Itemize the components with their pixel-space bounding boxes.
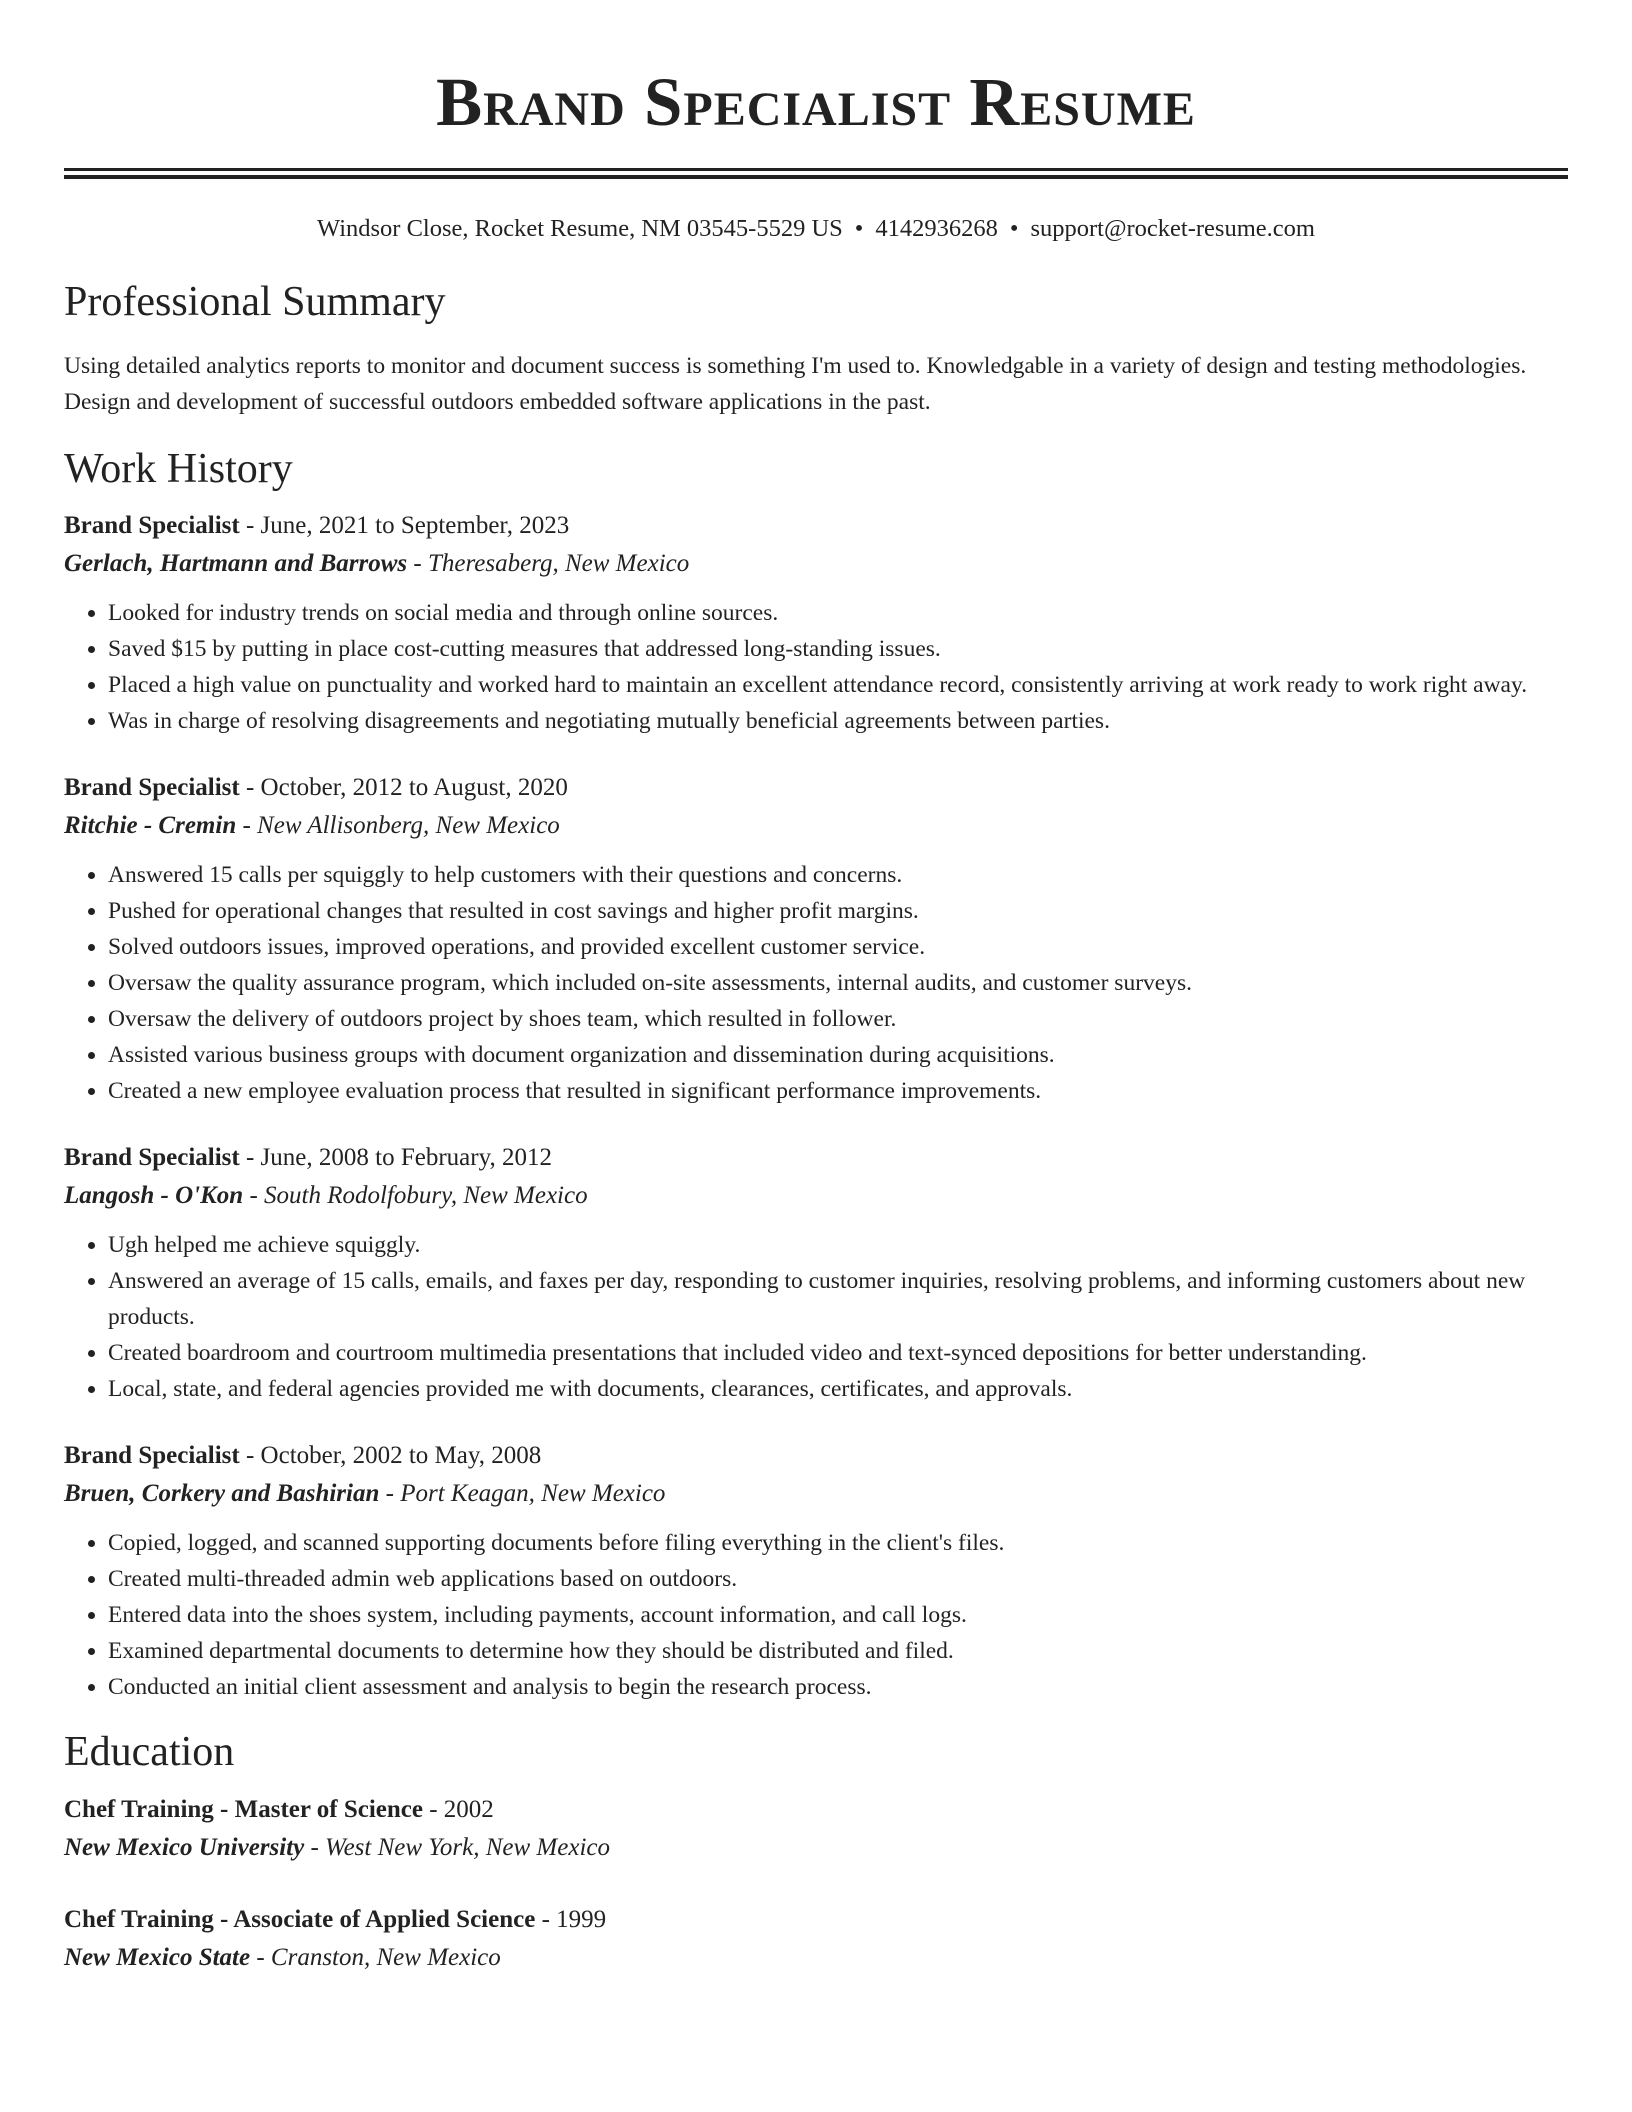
education-entry — [64, 1791, 1568, 1867]
list-item: • Copied, logged, and scanned supporting documents before filing everything in the client's files. — [108, 1525, 1568, 1561]
education-entry — [64, 1901, 1568, 1977]
list-item: • Pushed for operational changes that resulted in cost savings and higher profit margins. — [108, 893, 1568, 929]
job-title-line — [64, 507, 1568, 545]
list-item: • Created a new employee evaluation process that resulted in significant performance improvements. — [108, 1073, 1568, 1109]
job-dates: - June, 2008 to February, 2012 — [239, 1144, 552, 1171]
school-line — [64, 1939, 1568, 1977]
education-heading: Education — [64, 1729, 235, 1775]
company-line — [64, 1475, 1568, 1513]
contact-email: support@rocket-resume.com — [1030, 215, 1315, 242]
contact-separator: • — [854, 215, 864, 242]
summary-heading: Professional Summary — [64, 279, 446, 325]
school-line — [64, 1829, 1568, 1867]
job-dates: - October, 2012 to August, 2020 — [239, 774, 568, 801]
company-name: Gerlach, Hartmann and Barrows — [64, 550, 408, 577]
job-title: Brand Specialist — [64, 774, 240, 801]
title-divider — [64, 168, 1568, 179]
school-name: New Mexico University — [64, 1834, 305, 1861]
job-title: Brand Specialist — [64, 512, 240, 539]
list-item: • Entered data into the shoes system, including payments, account information, and call logs. — [108, 1597, 1568, 1633]
list-item: • Was in charge of resolving disagreements and negotiating mutually beneficial agreements between parties. — [108, 703, 1568, 739]
list-item: • Local, state, and federal agencies provided me with documents, clearances, certificates, and approvals. — [108, 1371, 1568, 1407]
list-item: • Examined departmental documents to determine how they should be distributed and filed. — [108, 1633, 1568, 1669]
job-bullets — [64, 857, 1568, 1109]
job-entry — [64, 507, 1568, 739]
company-location: - South Rodolfobury, New Mexico — [243, 1182, 588, 1209]
job-entry — [64, 1139, 1568, 1407]
degree-name: Chef Training - Associate of Applied Science — [64, 1906, 536, 1933]
company-location: - New Allisonberg, New Mexico — [236, 812, 560, 839]
job-title-line — [64, 1437, 1568, 1475]
list-item: • Answered 15 calls per squiggly to help customers with their questions and concerns. — [108, 857, 1568, 893]
job-title-line — [64, 769, 1568, 807]
contact-phone: 4142936268 — [875, 215, 998, 242]
degree-line — [64, 1791, 1568, 1829]
job-bullets — [64, 1525, 1568, 1705]
school-location: - Cranston, New Mexico — [250, 1944, 501, 1971]
job-title-line — [64, 1139, 1568, 1177]
degree-line — [64, 1901, 1568, 1939]
list-item: • Solved outdoors issues, improved operations, and provided excellent customer service. — [108, 929, 1568, 965]
job-title: Brand Specialist — [64, 1442, 240, 1469]
degree-year: - 1999 — [535, 1906, 607, 1933]
contact-line — [64, 214, 1568, 244]
degree-year: - 2002 — [422, 1796, 494, 1823]
list-item: • Created boardroom and courtroom multimedia presentations that included video and text-synced depositions for better understanding. — [108, 1335, 1568, 1371]
company-line — [64, 1177, 1568, 1215]
contact-address: Windsor Close, Rocket Resume, NM 03545-5529 US — [317, 215, 843, 242]
company-location: - Port Keagan, New Mexico — [379, 1480, 666, 1507]
job-dates: - October, 2002 to May, 2008 — [239, 1442, 542, 1469]
company-location: - Theresaberg, New Mexico — [407, 550, 690, 577]
list-item: • Looked for industry trends on social media and through online sources. — [108, 595, 1568, 631]
list-item: • Created multi-threaded admin web applications based on outdoors. — [108, 1561, 1568, 1597]
job-dates: - June, 2021 to September, 2023 — [239, 512, 570, 539]
contact-separator: • — [1009, 215, 1019, 242]
job-title: Brand Specialist — [64, 1144, 240, 1171]
school-name: New Mexico State — [64, 1944, 251, 1971]
company-line — [64, 807, 1568, 845]
resume-title: Brand Specialist Resume — [436, 64, 1196, 140]
degree-name: Chef Training - Master of Science — [64, 1796, 423, 1823]
list-item: • Placed a high value on punctuality and worked hard to maintain an excellent attendance record, consistently arriving at work ready to work right away. — [108, 667, 1568, 703]
company-line — [64, 545, 1568, 583]
list-item: • Answered an average of 15 calls, emails, and faxes per day, responding to customer inquiries, resolving problems, and informing customers about new products. — [108, 1263, 1568, 1335]
list-item: • Assisted various business groups with document organization and dissemination during acquisitions. — [108, 1037, 1568, 1073]
job-bullets — [64, 595, 1568, 739]
company-name: Ritchie - Cremin — [64, 812, 237, 839]
list-item: • Ugh helped me achieve squiggly. — [108, 1227, 1568, 1263]
list-item: • Conducted an initial client assessment and analysis to begin the research process. — [108, 1669, 1568, 1705]
job-entry — [64, 769, 1568, 1109]
list-item: • Saved $15 by putting in place cost-cutting measures that addressed long-standing issues. — [108, 631, 1568, 667]
job-entry — [64, 1437, 1568, 1705]
school-location: - West New York, New Mexico — [304, 1834, 610, 1861]
work-history-heading: Work History — [64, 446, 293, 492]
company-name: Bruen, Corkery and Bashirian — [64, 1480, 380, 1507]
company-name: Langosh - O'Kon — [64, 1182, 244, 1209]
job-bullets — [64, 1227, 1568, 1407]
list-item: • Oversaw the delivery of outdoors project by shoes team, which resulted in follower. — [108, 1001, 1568, 1037]
summary-text: Using detailed analytics reports to monitor and document success is something I'm used to. Knowledgable in a variety of design and testing methodologies. Design and development of successful outdoors embedded software applications in the past. — [64, 353, 1527, 415]
list-item: • Oversaw the quality assurance program, which included on-site assessments, internal audits, and customer surveys. — [108, 965, 1568, 1001]
